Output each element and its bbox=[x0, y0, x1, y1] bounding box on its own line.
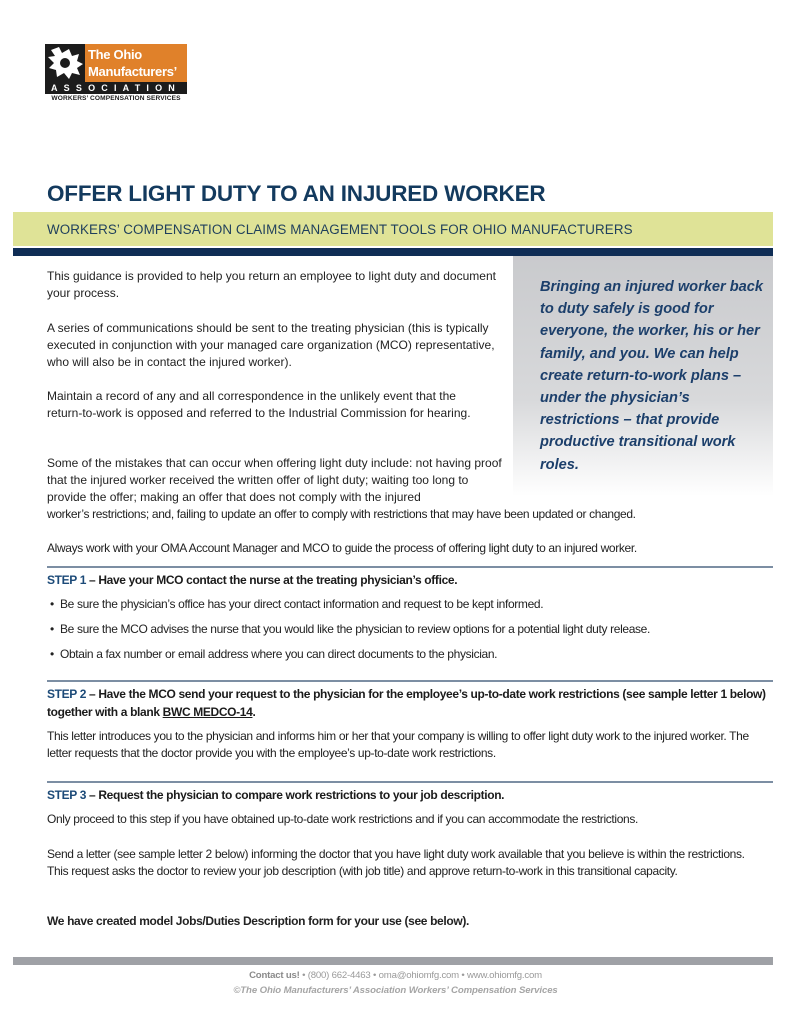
intro-paragraph-5: Always work with your OMA Account Manager and MCO to guide the process of offering light duty to an injured worker. bbox=[47, 541, 637, 555]
logo-association: ASSOCIATION bbox=[45, 82, 187, 94]
list-item-text: Be sure the MCO advises the nurse that you would like the physician to review options for a potential light duty release. bbox=[60, 622, 650, 636]
step-1-heading bbox=[47, 572, 767, 590]
bullet-icon: • bbox=[50, 647, 54, 661]
step-2-divider bbox=[47, 680, 773, 682]
bwc-medco-14-link[interactable]: BWC MEDCO-14 bbox=[162, 704, 253, 719]
logo-wordmark bbox=[85, 44, 187, 82]
step-1-bullets bbox=[50, 596, 770, 671]
step-2-label: STEP 2 bbox=[47, 687, 87, 701]
bullet-icon: • bbox=[50, 597, 54, 611]
step-1-title: – Have your MCO contact the nurse at the treating physician’s office. bbox=[86, 573, 458, 587]
callout-box bbox=[513, 256, 773, 496]
intro-paragraph-2: A series of communications should be sent to the treating physician (this is typically executed in conjunction with your managed care organization (MCO) representative, who will also be in contact the injured worker). bbox=[47, 321, 495, 370]
list-item bbox=[50, 646, 770, 663]
intro-paragraph-4: Some of the mistakes that can occur when offering light duty include: not having proof that the injured worker received the written offer of light duty; waiting too long to provide the offer; making an offer that does not comply with the injured bbox=[47, 456, 502, 505]
step-2-title: – Have the MCO send your request to the physician for the employee’s up-to-date work restrictions (see sample letter 1 below) together with a blank bbox=[47, 687, 766, 719]
footer-bar bbox=[13, 957, 773, 965]
logo-line-1: The Ohio bbox=[88, 47, 142, 62]
step-3-heading bbox=[47, 787, 767, 805]
step-2-body: This letter introduces you to the physician and informs him or her that your company is willing to offer light duty work to the injured worker. The letter requests that the doctor provide you with the employee’s up-to-date work restrictions. bbox=[47, 729, 749, 761]
step-3-body-2: Send a letter (see sample letter 2 below) informing the doctor that you have light duty work available that you believe is within the restrictions. This request asks the doctor to review your job description (with job title) and approve return-to-work in this transitional capacity. bbox=[47, 847, 745, 879]
logo-line-2: Manufacturers’ bbox=[88, 64, 177, 79]
step-1-label: STEP 1 bbox=[47, 573, 87, 587]
gear-splat-icon bbox=[45, 44, 85, 82]
step-3-body-3: We have created model Jobs/Duties Description form for your use (see below). bbox=[47, 914, 469, 928]
step-2-title-end: . bbox=[252, 704, 256, 719]
list-item-text: Obtain a fax number or email address where you can direct documents to the physician. bbox=[60, 647, 498, 661]
bullet-icon: • bbox=[50, 622, 54, 636]
step-3-title: – Request the physician to compare work restrictions to your job description. bbox=[86, 788, 505, 802]
oma-logo bbox=[45, 44, 187, 106]
callout-text: Bringing an injured worker back to duty safely is good for everyone, the worker, his or her family, and you. We can help create return-to-work plans – under the physician’s restrictions – that provide productive transitional work roles. bbox=[540, 279, 764, 473]
list-item-text: Be sure the physician’s office has your direct contact information and request to be kept informed. bbox=[60, 597, 544, 611]
footer-contact-details: • (800) 662-4463 • oma@ohiomfg.com • www.ohiomfg.com bbox=[299, 970, 542, 981]
step-3-body-1: Only proceed to this step if you have obtained up-to-date work restrictions and if you can accommodate the restrictions. bbox=[47, 812, 638, 826]
navy-divider bbox=[13, 248, 773, 256]
intro-paragraph-4-cont: worker’s restrictions; and, failing to update an offer to comply with restrictions that may have been updated or changed. bbox=[47, 507, 636, 521]
subtitle-band bbox=[13, 212, 773, 246]
step-3-label: STEP 3 bbox=[47, 788, 87, 802]
footer-contact-label: Contact us! bbox=[249, 970, 300, 981]
list-item bbox=[50, 621, 770, 638]
list-item bbox=[50, 596, 770, 613]
step-1-divider bbox=[47, 566, 773, 568]
page-title: OFFER LIGHT DUTY TO AN INJURED WORKER bbox=[47, 181, 546, 206]
footer-copyright: ©The Ohio Manufacturers’ Association Workers’ Compensation Services bbox=[233, 985, 558, 996]
intro-paragraph-3: Maintain a record of any and all correspondence in the unlikely event that the return-to-work is opposed and referred to the Industrial Commission for hearing. bbox=[47, 389, 471, 421]
intro-paragraph-1: This guidance is provided to help you return an employee to light duty and document your process. bbox=[47, 269, 496, 301]
step-2-heading bbox=[47, 686, 767, 721]
footer-contact bbox=[0, 970, 791, 981]
subtitle-band-text: WORKERS’ COMPENSATION CLAIMS MANAGEMENT TOOLS FOR OHIO MANUFACTURERS bbox=[47, 222, 633, 237]
step-3-divider bbox=[47, 781, 773, 783]
logo-subtitle: WORKERS’ COMPENSATION SERVICES bbox=[51, 95, 181, 102]
